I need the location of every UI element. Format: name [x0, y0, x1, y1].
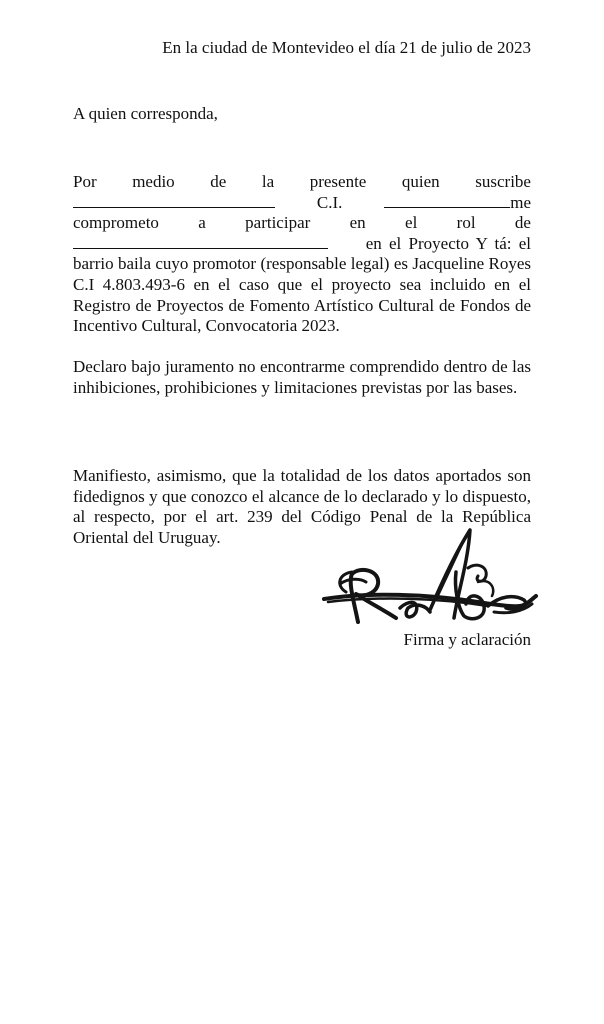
paragraph1-line3 — [73, 213, 531, 234]
role-blank-line — [73, 234, 328, 249]
p1-word: presente — [309, 172, 367, 191]
signature-caption: Firma y aclaración — [403, 630, 531, 649]
project-text: en el Proyecto Y tá: el — [365, 233, 531, 253]
me-word: me — [510, 192, 531, 212]
p1-word: de — [514, 213, 531, 233]
p1-word: Por — [73, 172, 97, 191]
paragraph1-line4 — [73, 234, 531, 255]
p1-word: comprometo — [73, 213, 159, 233]
paragraph1-rest: barrio baila cuyo promotor (responsable legal) es Jacqueline Royes C.I 4.803.493-6 en el caso que el proyecto sea incluido en el Registro de Proyectos de Fomento Artístico Cultural de Fondos de Incentivo Cultural, Convocatoria 2023. — [73, 254, 531, 336]
p1-word: participar — [245, 213, 311, 233]
p1-word: el — [405, 213, 418, 233]
paragraph1-line2 — [73, 193, 531, 214]
ci-blank-line — [384, 193, 510, 208]
handwritten-signature — [318, 522, 544, 640]
p1-word: medio — [132, 172, 175, 191]
declaration-paragraph: Declaro bajo juramento no encontrarme comprendido dentro de las inhibiciones, prohibiciones y limitaciones previstas por las bases. — [73, 357, 531, 397]
ci-label: C.I. — [316, 192, 343, 212]
ci-blank-group — [384, 193, 531, 214]
p1-word: la — [261, 172, 275, 191]
p1-word: de — [210, 172, 227, 191]
date-line: En la ciudad de Montevideo el día 21 de julio de 2023 — [162, 38, 531, 57]
name-blank-line — [73, 193, 275, 208]
p1-word: en — [349, 213, 366, 233]
paragraph1-line1 — [73, 172, 531, 193]
commitment-paragraph — [73, 172, 531, 337]
p1-word: quien — [401, 172, 440, 191]
salutation: A quien corresponda, — [73, 104, 218, 123]
manifest-paragraph: Manifiesto, asimismo, que la totalidad de los datos aportados son fidedignos y que conozco el alcance de lo declarado y lo dispuesto, al respecto, por el art. 239 del Código Penal de la República Oriental del Uruguay. — [73, 466, 531, 547]
p1-word: suscribe — [475, 172, 531, 191]
p1-word: a — [198, 213, 206, 233]
p1-word: rol — [456, 213, 476, 233]
